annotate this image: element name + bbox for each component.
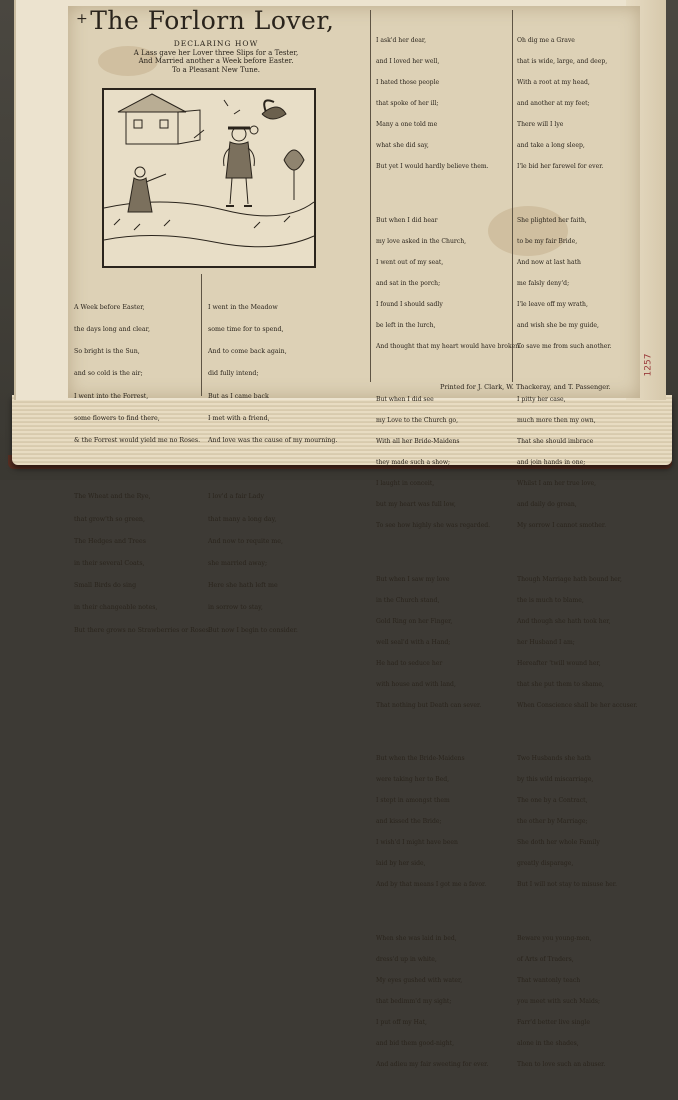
stanza bbox=[517, 382, 638, 543]
verse-line: and join hands in one; bbox=[517, 459, 586, 466]
verse-column-3 bbox=[376, 9, 521, 1100]
verse-line: I'le leave off my wrath, bbox=[517, 300, 588, 308]
verse-line: Beware you young-men, bbox=[517, 934, 592, 942]
verse-line: some flowers to find there, bbox=[74, 414, 160, 422]
verse-line: in their changeable notes, bbox=[74, 604, 158, 612]
verse-line: laid by her side, bbox=[376, 860, 426, 867]
stanza bbox=[376, 921, 521, 1082]
verse-line: So bright is the Sun, bbox=[74, 348, 140, 356]
verse-line: I lov'd a fair Lady bbox=[208, 493, 265, 501]
verse-line: Then to love such an abuser. bbox=[517, 1060, 606, 1068]
verse-line: greatly disparage, bbox=[517, 860, 574, 867]
verse-line: and I loved her well, bbox=[376, 58, 440, 65]
verse-line: the days long and clear, bbox=[74, 325, 150, 333]
subtitle-line: A Lass gave her Lover three Slips for a Tester, bbox=[133, 48, 299, 57]
verse-line: To save me from such another. bbox=[517, 342, 612, 350]
verse-line: To see how highly she was regarded. bbox=[376, 522, 491, 529]
verse-line: But when I did see bbox=[376, 396, 434, 403]
verse-line: that many a long day, bbox=[208, 515, 277, 523]
verse-line: When Conscience shall be her accuser. bbox=[517, 701, 638, 709]
verse-line: and sat in the porch; bbox=[376, 279, 441, 287]
verse-line: the other by Marriage; bbox=[517, 818, 588, 825]
verse-line: what she did say, bbox=[376, 142, 429, 149]
stanza bbox=[517, 203, 638, 364]
verse-line: She doth her whole Family bbox=[517, 839, 600, 846]
verse-line: in sorrow to stay, bbox=[208, 604, 263, 612]
verse-line: When she was laid in bed, bbox=[376, 934, 457, 942]
verse-line: Small Birds do sing bbox=[74, 582, 137, 590]
verse-line: be left in the lurch, bbox=[376, 321, 436, 329]
stanza bbox=[376, 741, 521, 902]
stanza bbox=[376, 203, 521, 364]
verse-line: were taking her to Bed, bbox=[376, 776, 450, 783]
verse-line: My eyes gushed with water, bbox=[376, 976, 463, 984]
verse-line: and so cold is the air; bbox=[74, 370, 143, 378]
verse-line: I ask'd her dear, bbox=[376, 37, 427, 44]
verse-column-4 bbox=[517, 9, 638, 1100]
verse-line: some time for to spend, bbox=[208, 325, 284, 333]
stanza bbox=[74, 289, 211, 459]
subtitle-line: To a Pleasant New Tune. bbox=[171, 65, 261, 74]
verse-line: my love asked in the Church, bbox=[376, 237, 467, 245]
verse-column-2 bbox=[208, 274, 337, 668]
verse-line: that grow'th so green, bbox=[74, 515, 145, 523]
woodcut-figures-image bbox=[104, 90, 314, 266]
verse-line: I put off my Hat, bbox=[376, 1018, 427, 1026]
verse-line: my Love to the Church go, bbox=[376, 417, 459, 424]
verse-line: And love was the cause of my mourning. bbox=[208, 436, 338, 444]
verse-column-1 bbox=[74, 274, 211, 668]
verse-line: me falsly deny'd; bbox=[517, 279, 570, 287]
verse-line: Whilst I am her true love, bbox=[517, 480, 597, 487]
verse-line: And now at last hath bbox=[517, 258, 581, 266]
broadside-subtitle bbox=[116, 40, 316, 74]
verse-line: much more then my own, bbox=[517, 417, 596, 424]
verse-line: There will I lye bbox=[517, 121, 564, 128]
verse-line: I went into the Forrest, bbox=[74, 392, 149, 400]
verse-line: But when the Bride-Maidens bbox=[376, 755, 465, 762]
stanza bbox=[517, 921, 638, 1082]
verse-line: A Week before Easter, bbox=[74, 303, 145, 311]
verse-line: that bedimm'd my sight; bbox=[376, 997, 452, 1005]
verse-line: I went out of my seat, bbox=[376, 258, 444, 266]
verse-line: with house and with land, bbox=[376, 680, 456, 688]
verse-line: did fully intend; bbox=[208, 370, 259, 378]
verse-line: But when I did hear bbox=[376, 216, 438, 224]
stanza bbox=[208, 289, 337, 459]
verse-line: and kissed the Bride; bbox=[376, 818, 442, 825]
verse-line: But yet I would hardly believe them. bbox=[376, 163, 489, 170]
stanza bbox=[74, 478, 211, 648]
verse-line: I pitty her case, bbox=[517, 396, 566, 403]
stanza bbox=[517, 741, 638, 902]
verse-line: that is wide, large, and deep, bbox=[517, 58, 608, 65]
verse-line: she married away; bbox=[208, 559, 268, 567]
verse-line: Many a one told me bbox=[376, 121, 438, 128]
verse-line: and wish she be my guide, bbox=[517, 321, 599, 329]
verse-line: But there grows no Strawberries or Roses. bbox=[74, 626, 211, 634]
stanza bbox=[517, 562, 638, 723]
verse-line: they made such a show; bbox=[376, 459, 451, 466]
subtitle-line: DECLARING HOW bbox=[173, 39, 259, 48]
manuscript-number: 1257 bbox=[643, 353, 654, 377]
verse-line: And by that means I got me a favor. bbox=[376, 881, 487, 888]
verse-line: Hereafter 'twill wound her, bbox=[517, 659, 601, 667]
verse-line: her Husband I am; bbox=[517, 638, 575, 646]
verse-line: Gold Ring on her Finger, bbox=[376, 617, 453, 625]
verse-line: I laught in conceit, bbox=[376, 480, 435, 487]
imprint-line: Printed for J. Clark, W. Thackeray, and T. Passenger. bbox=[440, 383, 611, 391]
verse-line: and another at my feet; bbox=[517, 100, 590, 107]
stanza bbox=[517, 23, 638, 184]
verse-line: My sorrow I cannot smother. bbox=[517, 522, 607, 529]
verse-line: alone in the shades, bbox=[517, 1039, 579, 1047]
verse-line: And thought that my heart would have broken. bbox=[376, 342, 522, 350]
verse-line: I stept in amongst them bbox=[376, 797, 450, 804]
verse-line: And now to requite me, bbox=[208, 537, 283, 545]
verse-line: He had to seduce her bbox=[376, 659, 443, 667]
verse-line: I went in the Meadow bbox=[208, 303, 278, 311]
verse-line: I found I should sadly bbox=[376, 300, 443, 308]
verse-line: She plighted her faith, bbox=[517, 216, 587, 224]
verse-line: by this wild miscarriage, bbox=[517, 776, 594, 783]
verse-line: I'le bid her farewel for ever. bbox=[517, 163, 604, 170]
verse-line: I wish'd I might have been bbox=[376, 839, 458, 846]
stanza bbox=[208, 478, 337, 648]
verse-line: With all her Bride-Maidens bbox=[376, 438, 460, 445]
title-text: The Forlorn Lover, bbox=[90, 6, 335, 35]
verse-line: in their several Coats, bbox=[74, 559, 145, 567]
subtitle-line: And Married another a Week before Easter. bbox=[138, 57, 294, 66]
verse-line: But when I saw my love bbox=[376, 575, 450, 583]
stanza bbox=[376, 562, 521, 723]
verse-line: you meet with such Maids; bbox=[517, 997, 601, 1005]
verse-line: the is much to blame, bbox=[517, 596, 584, 604]
verse-line: The one by a Contract, bbox=[517, 797, 588, 804]
verse-line: But I will not stay to misuse her. bbox=[517, 881, 617, 888]
verse-line: And though she hath took her, bbox=[517, 617, 611, 625]
woodcut-illustration bbox=[102, 88, 316, 268]
verse-line: The Wheat and the Rye, bbox=[74, 493, 151, 501]
verse-line: dress'd up in white, bbox=[376, 955, 437, 963]
verse-line: to be my fair Bride, bbox=[517, 237, 578, 245]
broadside-sheet bbox=[68, 6, 640, 1068]
verse-line: That nothing but Death can sever. bbox=[376, 701, 482, 709]
verse-line: Though Marriage hath bound her, bbox=[517, 575, 622, 583]
verse-line: well seal'd with a Hand; bbox=[376, 638, 451, 646]
verse-line: But as I came back bbox=[208, 392, 269, 400]
verse-line: & the Forrest would yield me no Roses. bbox=[74, 436, 201, 444]
column-rule bbox=[370, 10, 371, 382]
verse-line: and take a long sleep, bbox=[517, 142, 585, 149]
verse-line: in the Church stand, bbox=[376, 596, 440, 604]
verse-line: and daily do groan, bbox=[517, 501, 577, 508]
verse-line: The Hedges and Trees bbox=[74, 537, 146, 545]
verse-line: Farr'd better live single bbox=[517, 1018, 590, 1026]
verse-line: Oh dig me a Grave bbox=[517, 37, 575, 44]
book-leaf bbox=[14, 0, 666, 1068]
verse-line: And adieu my fair sweeting for ever. bbox=[376, 1060, 489, 1068]
verse-line: I met with a friend, bbox=[208, 414, 270, 422]
verse-line: but my heart was full low, bbox=[376, 501, 456, 508]
verse-line: And to come back again, bbox=[208, 348, 287, 356]
verse-line: That wantonly teach bbox=[517, 976, 581, 984]
broadside-title: +The Forlorn Lover, bbox=[76, 6, 335, 35]
verse-line: Two Husbands she hath bbox=[517, 755, 591, 762]
verse-line: that spoke of her ill; bbox=[376, 100, 439, 107]
verse-line: But now I begin to consider. bbox=[208, 626, 298, 634]
stanza bbox=[376, 23, 521, 184]
verse-line: I hated those people bbox=[376, 79, 440, 86]
verse-line: of Arts of Traders, bbox=[517, 955, 574, 963]
verse-line: and bid them good-night, bbox=[376, 1039, 455, 1047]
verse-line: With a root at my head, bbox=[517, 79, 590, 86]
verse-line: That she should imbrace bbox=[517, 438, 594, 445]
verse-line: Here she hath left me bbox=[208, 582, 278, 590]
stanza bbox=[376, 382, 521, 543]
verse-line: that she put them to shame, bbox=[517, 680, 604, 688]
